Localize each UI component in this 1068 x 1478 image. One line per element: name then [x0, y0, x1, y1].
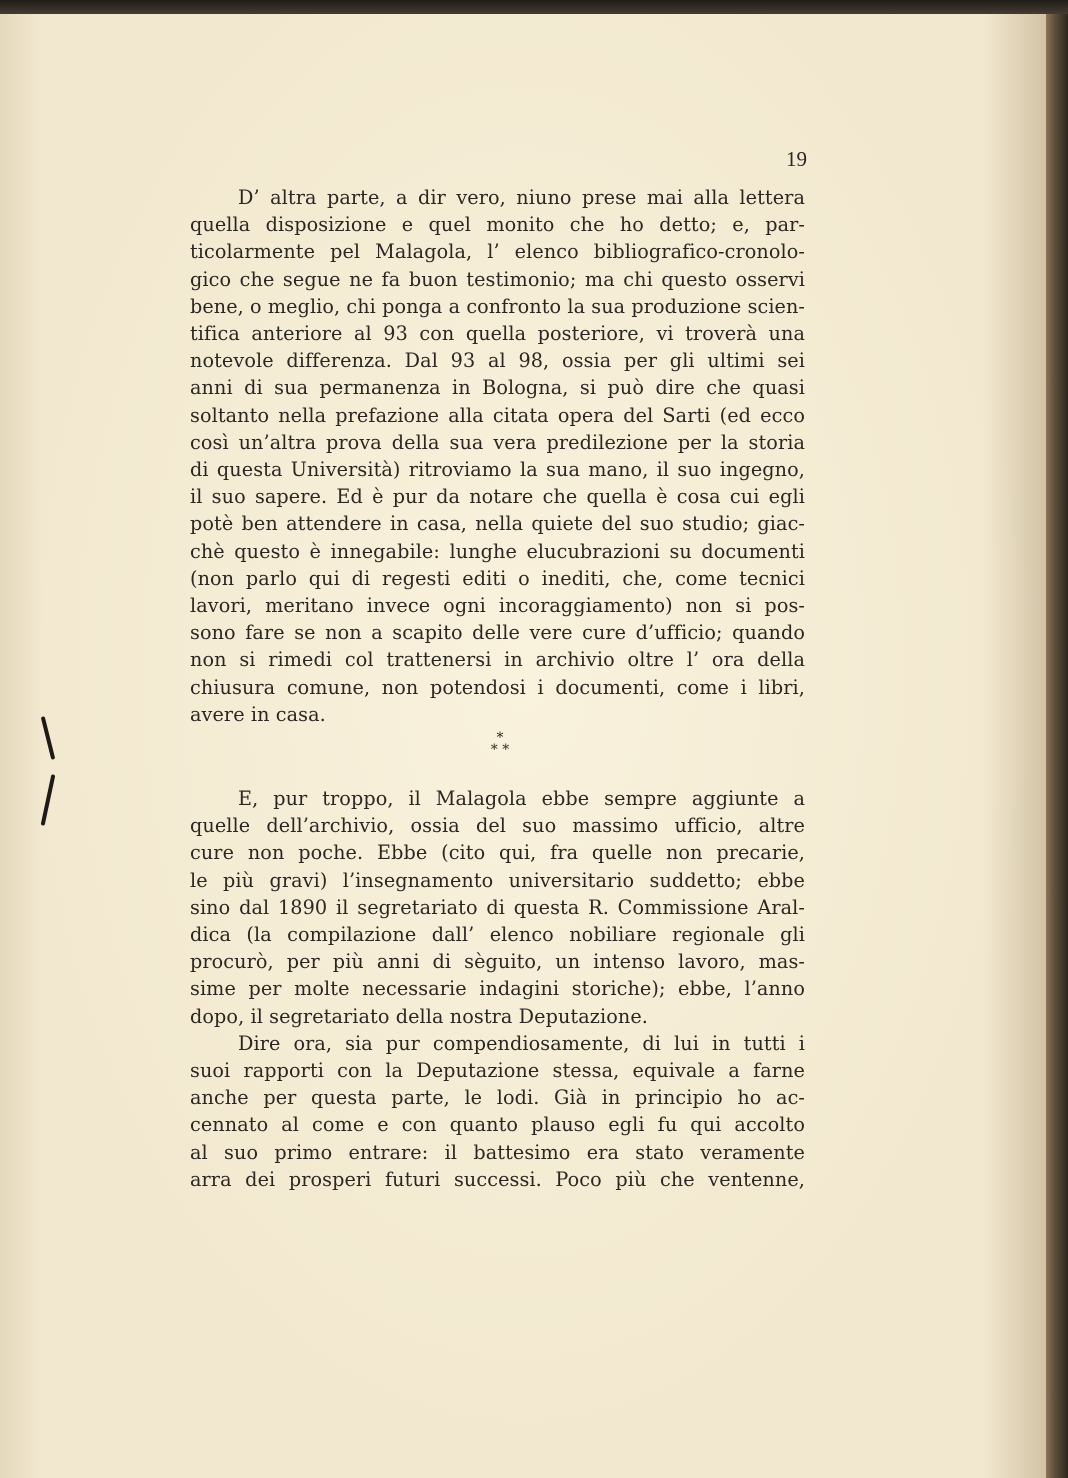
page-edge-shadow — [1046, 14, 1068, 1478]
text-line: quella disposizione e quel monito che ho detto; e, par- — [190, 213, 805, 237]
text-line: avere in casa. — [190, 702, 326, 726]
text-line: sime per molte necessarie indagini storiche); ebbe, l’anno — [190, 977, 805, 1001]
text-line: il suo sapere. Ed è pur da notare che quella è cosa cui egli — [190, 485, 805, 509]
text-line: le più gravi) l’insegnamento universitario suddetto; ebbe — [190, 868, 805, 892]
text-line: anche per questa parte, le lodi. Già in principio ho ac- — [190, 1086, 805, 1110]
text-line: non si rimedi col trattenersi in archivio oltre l’ ora della — [190, 648, 805, 672]
text-line: D’ altra parte, a dir vero, niuno prese mai alla lettera — [238, 186, 805, 209]
text-line: sino dal 1890 il segretariato di questa R. Commissione Aral- — [190, 895, 805, 919]
text-line: ticolarmente pel Malagola, l’ elenco bibliografico-cronolo- — [190, 240, 805, 264]
text-line: chè questo è innegabile: lunghe elucubrazioni su documenti — [190, 539, 805, 563]
text-line: quelle dell’archivio, ossia del suo massimo ufficio, altre — [190, 814, 805, 838]
text-line: suoi rapporti con la Deputazione stessa, equivale a farne — [190, 1059, 805, 1083]
text-line: gico che segue ne fa buon testimonio; ma chi questo osservi — [190, 267, 805, 291]
page-number: 19 — [786, 147, 807, 171]
text-line: sono fare se non a scapito delle vere cure d’ufficio; quando — [190, 621, 805, 645]
paragraph-2 — [190, 785, 805, 1193]
text-line: dica (la compilazione dall’ elenco nobiliare regionale gli — [190, 923, 805, 947]
text-line: cennato al come e con quanto plauso egli fu qui accolto — [190, 1113, 805, 1137]
text-line: potè ben attendere in casa, nella quiete del suo studio; giac- — [190, 512, 805, 536]
binding-thread-mark — [41, 716, 56, 760]
text-line: così un’altra prova della sua vera predilezione per la storia — [190, 430, 805, 454]
text-line: procurò, per più anni di sèguito, un intenso lavoro, mas- — [190, 950, 805, 974]
text-line: notevole differenza. Dal 93 al 98, ossia per gli ultimi sei — [190, 349, 805, 373]
text-line: al suo primo entrare: il battesimo era stato veramente — [190, 1140, 805, 1164]
text-line: chiusura comune, non potendosi i documenti, come i libri, — [190, 675, 805, 699]
text-line: anni di sua permanenza in Bologna, si può dire che quasi — [190, 376, 805, 400]
text-line: lavori, meritano invece ogni incoraggiamento) non si pos- — [190, 594, 805, 618]
text-line: cure non poche. Ebbe (cito qui, fra quelle non precarie, — [190, 841, 805, 865]
text-line: tifica anteriore al 93 con quella posteriore, vi troverà una — [190, 322, 805, 346]
text-line: arra dei prosperi futuri successi. Poco più che ventenne, — [190, 1167, 805, 1191]
asterism-top: * — [496, 730, 504, 746]
text-line: E, pur troppo, il Malagola ebbe sempre aggiunte a — [238, 787, 805, 810]
paragraph-1 — [190, 184, 805, 728]
text-line: bene, o meglio, chi ponga a confronto la sua produzione scien- — [190, 294, 805, 318]
text-line: di questa Università) ritroviamo la sua mano, il suo ingegno, — [190, 458, 805, 482]
text-line: (non parlo qui di regesti editi o inediti, che, come tecnici — [190, 566, 805, 590]
text-line: Dire ora, sia pur compendiosamente, di lui in tutti i — [238, 1031, 805, 1055]
asterism-bottom: * * — [490, 742, 510, 758]
section-asterism — [472, 732, 528, 756]
text-line: soltanto nella prefazione alla citata opera del Sarti (ed ecco — [190, 403, 805, 427]
text-line: dopo, il segretariato della nostra Deputazione. — [190, 1004, 648, 1028]
binding-thread-mark — [41, 774, 56, 826]
